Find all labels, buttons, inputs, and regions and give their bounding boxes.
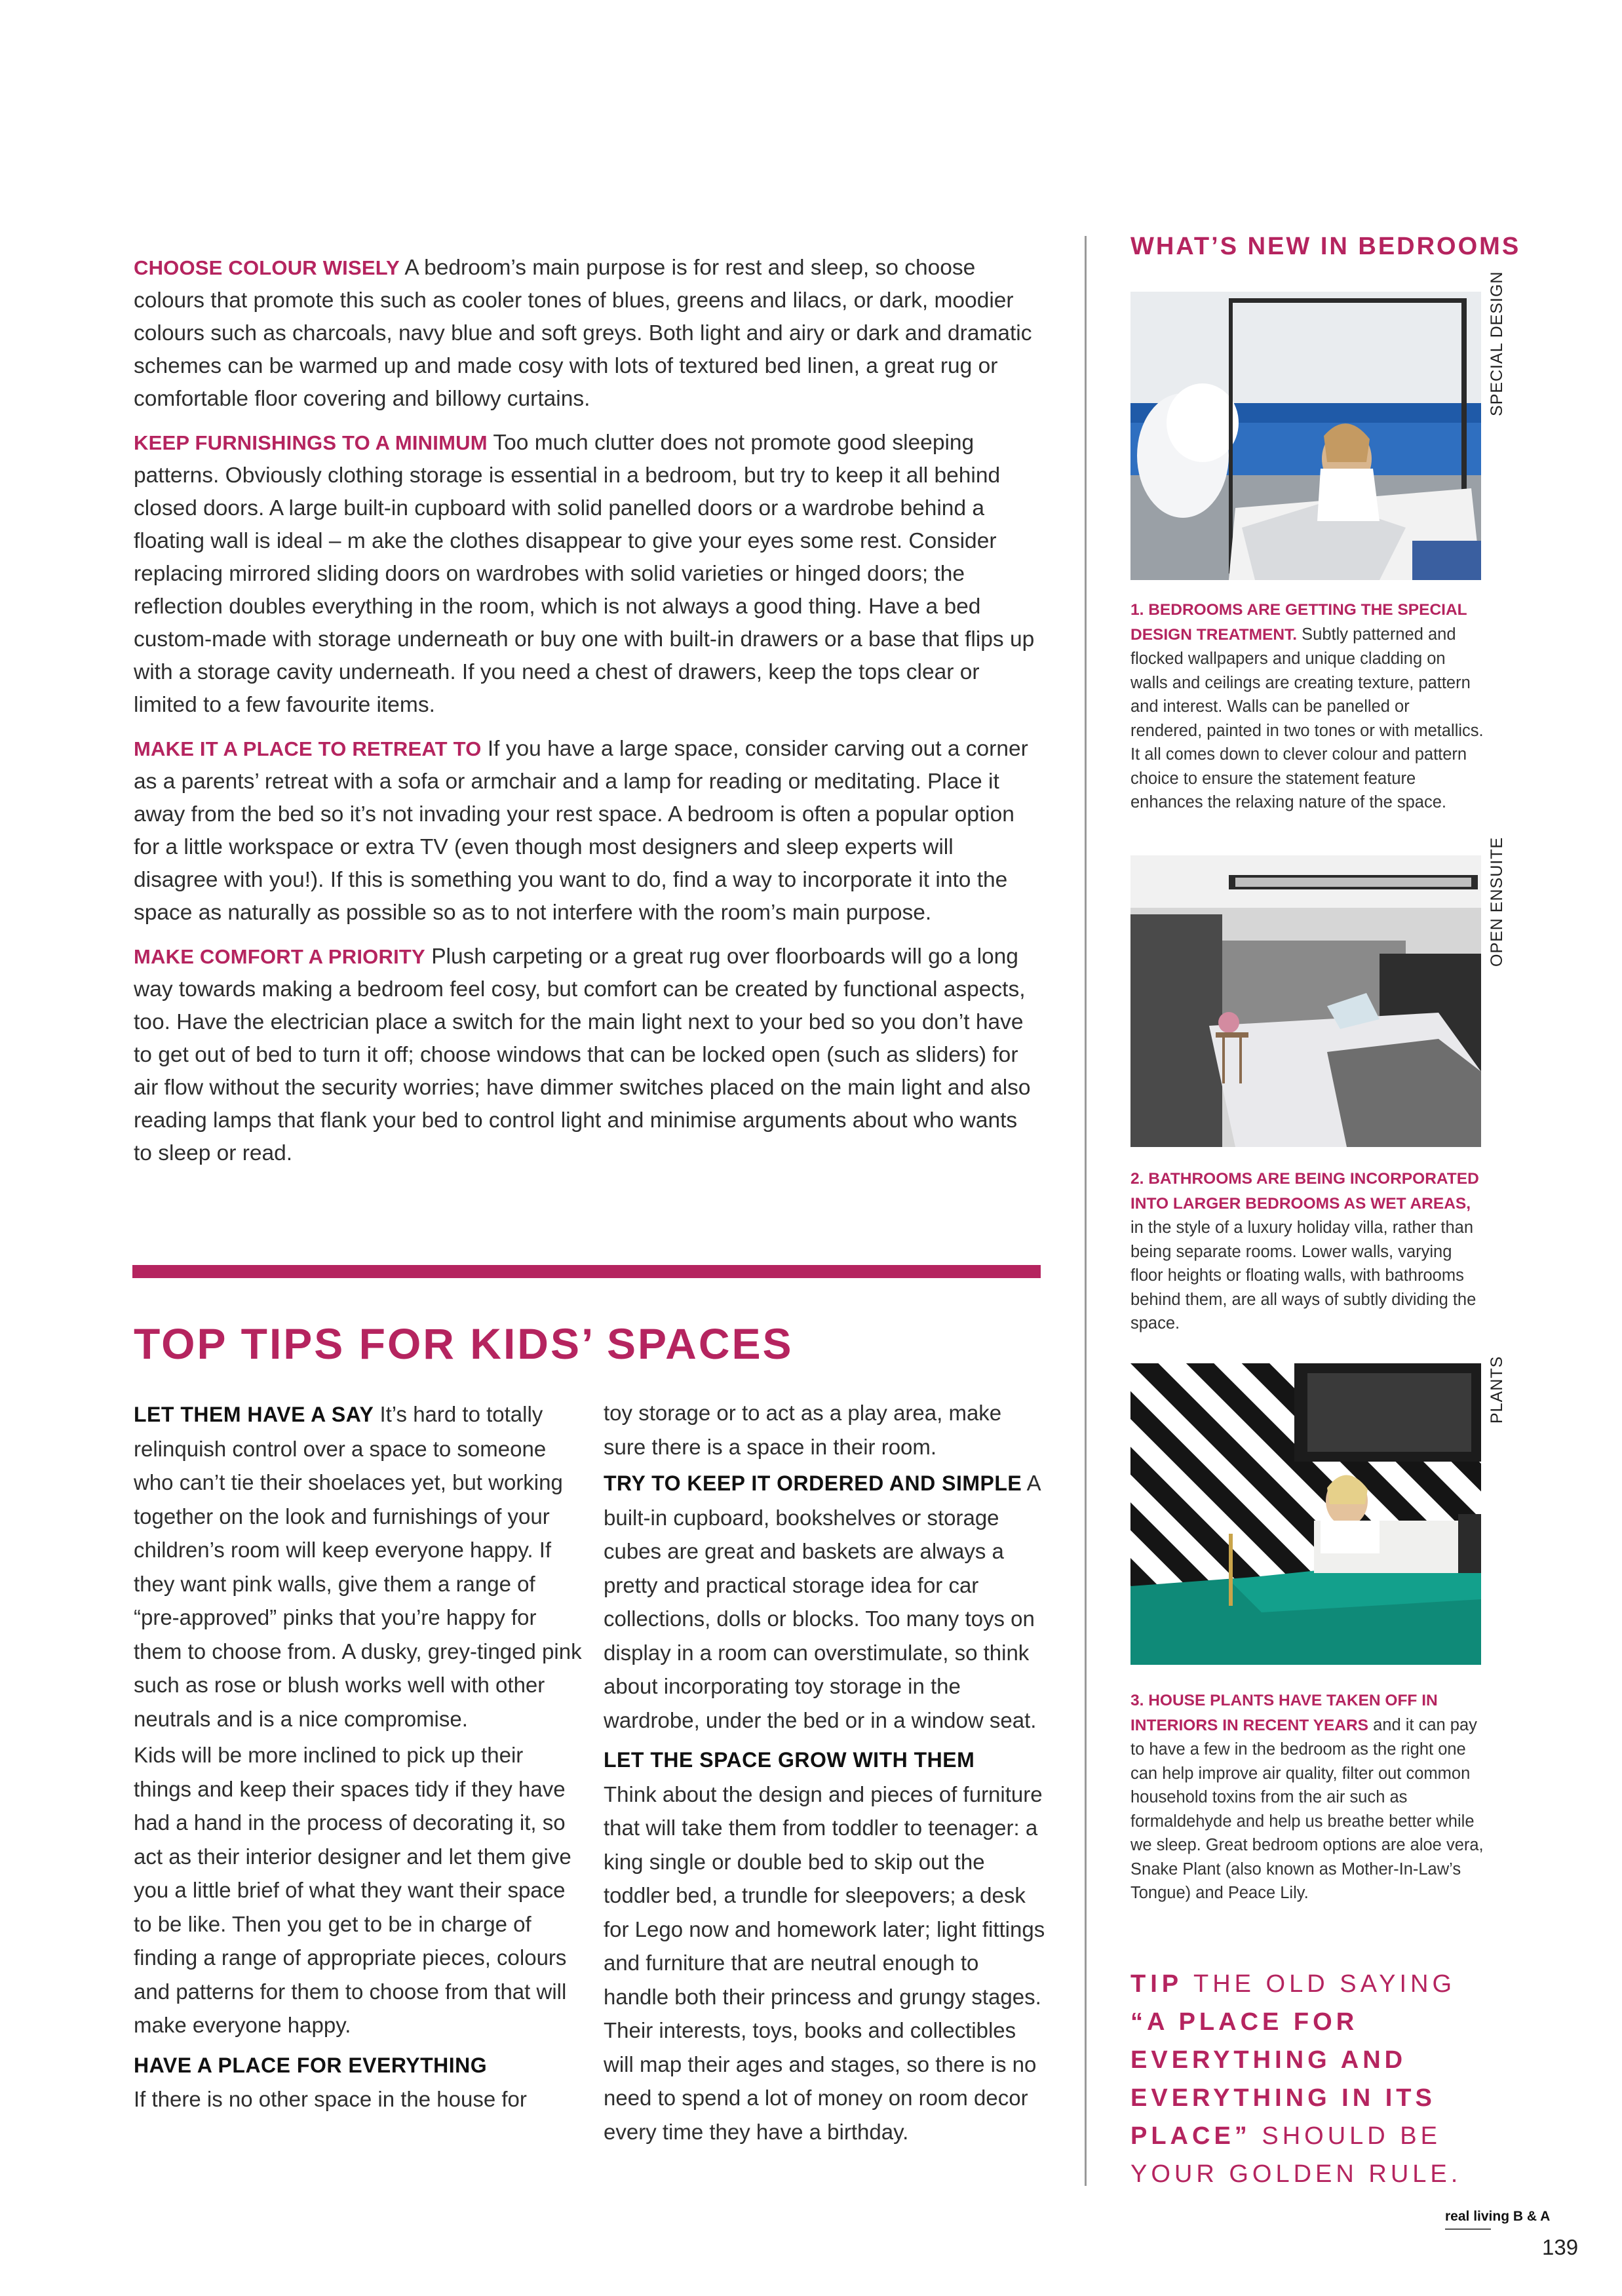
section-divider bbox=[132, 1265, 1041, 1278]
magazine-brand: real living B & A bbox=[1445, 2209, 1551, 2224]
tip-quote: “A PLACE FOR EVERYTHING AND EVERYTHING IN ITS PLACE” bbox=[1130, 2008, 1436, 2150]
tip-heading: TRY TO KEEP IT ORDERED AND SIMPLE bbox=[604, 1471, 1022, 1495]
kicker: MAKE IT A PLACE TO RETREAT TO bbox=[134, 737, 482, 760]
caption-heading: 2. BATHROOMS ARE BEING INCORPORATED INTO LARGER BEDROOMS AS WET AREAS, bbox=[1130, 1170, 1479, 1213]
kids-column-1 bbox=[134, 1397, 586, 2119]
bedroom-photo-image bbox=[1130, 292, 1481, 580]
tip-heading: LET THE SPACE GROW WITH THEM bbox=[604, 1748, 975, 1772]
kids-tip-ordered bbox=[604, 1466, 1049, 1737]
kids-tip-grow: Think about the design and pieces of furniture that will take them from toddler to teenager: a king single or double bed to skip out the toddler bed, a trundle for sleepovers; a desk for Lego now and homework later; light fittings and furniture that are neutral enough to handle both their princess and grungy stages. Their interests, toys, books and collectibles will map their ages and stages, so there is no need to spend a lot of money on room decor every time they have a birthday. bbox=[604, 1781, 1045, 2144]
caption-special-design bbox=[1130, 598, 1484, 815]
paragraph-furnishings bbox=[134, 427, 1038, 722]
tip-label: TIP bbox=[1130, 1970, 1184, 1998]
paragraph-choose-colour bbox=[134, 252, 1038, 416]
kids-column-2 bbox=[604, 1396, 1049, 2151]
paragraph-retreat bbox=[134, 733, 1038, 929]
photo-open-ensuite bbox=[1130, 855, 1481, 1147]
image-label-special-design: SPECIAL DESIGN bbox=[1488, 271, 1506, 416]
paragraph-text: A bedroom’s main purpose is for rest and sleep, so choose colours that promote this such as cooler tones of blues, greens and lilacs, or dark, moodier colours such as charcoals, navy blue and soft greys. Both light and airy or dark and dramatic schemes can be warmed up and made cosy with lots of textured bed linen, a great rug or comfortable floor covering and billowy curtains. bbox=[134, 256, 1032, 411]
page-number: 139 bbox=[1542, 2235, 1579, 2259]
photo-plants bbox=[1130, 1363, 1481, 1665]
tip-heading: HAVE A PLACE FOR EVERYTHING bbox=[134, 2053, 488, 2077]
footer-rule bbox=[1445, 2228, 1491, 2230]
kids-tip-say bbox=[134, 1397, 586, 1736]
caption-heading: 1. BEDROOMS ARE GETTING THE SPECIAL DESIGN TREATMENT. bbox=[1130, 601, 1467, 644]
caption-open-ensuite bbox=[1130, 1167, 1484, 1336]
kicker: CHOOSE COLOUR WISELY bbox=[134, 256, 400, 279]
image-label-open-ensuite: OPEN ENSUITE bbox=[1488, 836, 1506, 967]
tip-text-after: SHOULD BE YOUR GOLDEN RULE. bbox=[1130, 2122, 1462, 2188]
paragraph-text: Plush carpeting or a great rug over floorboards will go a long way towards making a bedroom feel cosy, but comfort can be created by functional aspects, too. Have the electrician place a switch for the main light next to your bed so you don’t have to get out of bed to turn it off; choose windows that can be locked open (such as sliders) for air flow without the security worries; have dimmer switches placed on the main light and also reading lamps that flank your bed to control light and minimise arguments about who wants to sleep or read. bbox=[134, 944, 1031, 1165]
caption-text: in the style of a luxury holiday villa, rather than being separate rooms. Lower walls, varying floor heights or floating walls, with bathrooms behind them, are all ways of subtly dividing the space. bbox=[1130, 1218, 1477, 1333]
kicker: KEEP FURNISHINGS TO A MINIMUM bbox=[134, 431, 488, 454]
paragraph-comfort bbox=[134, 941, 1038, 1170]
tip-text-before: THE OLD SAYING bbox=[1183, 1970, 1456, 1998]
tip-heading: LET THEM HAVE A SAY bbox=[134, 1403, 374, 1426]
kids-section-title: TOP TIPS FOR KIDS’ SPACES bbox=[134, 1319, 794, 1368]
kids-tip-say-cont: Kids will be more inclined to pick up their things and keep their spaces tidy if they have had a hand in the process of decorating it, so act as their interior designer and let them give you a little brief of what they want their space to be like. Then you get to be in charge of finding a range of appropriate pieces, colours and patterns for them to choose from that will make everyone happy. bbox=[134, 1743, 571, 2037]
sidebar-heading: WHAT’S NEW IN BEDROOMS bbox=[1130, 233, 1521, 260]
sidebar-divider bbox=[1085, 236, 1087, 2186]
tip-text: A built-in cupboard, bookshelves or storage cubes are great and baskets are always a pretty and practical storage idea for car collections, dolls or blocks. Too many toys on display in a room can overstimulate, so think about incorporating toy storage in the wardrobe, under the bed or in a window seat. bbox=[604, 1471, 1040, 1732]
bathroom-photo-image bbox=[1130, 855, 1481, 1147]
tip-callout bbox=[1130, 1965, 1497, 2193]
caption-text: Subtly patterned and flocked wallpapers and unique cladding on walls and ceilings are creating texture, pattern and interest. Walls can be panelled or rendered, painted in two tones or with metallics. It all comes down to clever colour and pattern choice to ensure the statement feature enhances the relaxing nature of the space. bbox=[1130, 625, 1484, 811]
plants-bedroom-photo-image bbox=[1130, 1363, 1481, 1665]
paragraph-text: If you have a large space, consider carving out a corner as a parents’ retreat with a sofa or armchair and a lamp for reading or meditating. Place it away from the bed so it’s not invading your rest space. A bedroom is often a popular option for a little workspace or extra TV (even though most designers and sleep experts will disagree with you!). If this is something you want to do, find a way to incorporate it into the space as naturally as possible so as to not interfere with the room’s main purpose. bbox=[134, 737, 1028, 925]
kids-tip-place-cont: toy storage or to act as a play area, make sure there is a space in their room. bbox=[604, 1401, 1002, 1459]
caption-plants bbox=[1130, 1688, 1484, 1905]
photo-special-design bbox=[1130, 292, 1481, 580]
kids-tip-place: If there is no other space in the house for bbox=[134, 2087, 527, 2111]
image-label-plants: PLANTS bbox=[1488, 1355, 1506, 1424]
tip-text: It’s hard to totally relinquish control over a space to someone who can’t tie their shoelaces yet, but working together on the look and furnishings of your children’s room will keep everyone happy. If they want pink walls, give them a range of “pre-approved” pinks that you’re happy for them to choose from. A dusky, grey-tinged pink such as rose or blush works well with other neutrals and is a nice compromise. bbox=[134, 1402, 582, 1731]
caption-heading: 3. HOUSE PLANTS HAVE TAKEN OFF IN INTERIORS IN RECENT YEARS bbox=[1130, 1692, 1438, 1734]
kicker: MAKE COMFORT A PRIORITY bbox=[134, 945, 425, 968]
main-article bbox=[134, 252, 1038, 1181]
caption-text: and it can pay to have a few in the bedroom as the right one can help improve air quality, filter out common household toxins from the air such as formaldehyde and help us breathe better while we sleep. Great bedroom options are aloe vera, Snake Plant (also known as Mother-In-Law’s Tongue) and Peace Lily. bbox=[1130, 1715, 1484, 1902]
paragraph-text: Too much clutter does not promote good sleeping patterns. Obviously clothing storage is essential in a bedroom, but try to keep it all behind closed doors. A large built-in cupboard with solid panelled doors or a wardrobe behind a floating wall is ideal – m ake the clothes disappear to give your eyes some rest. Consider replacing mirrored sliding doors on wardrobes with solid varieties or hinged doors; the reflection doubles everything in the room, which is not always a good thing. Have a bed custom-made with storage underneath or buy one with built-in drawers or a base that flips up with a storage cavity underneath. If you need a chest of drawers, keep the tops clear or limited to a few favourite items. bbox=[134, 431, 1035, 717]
